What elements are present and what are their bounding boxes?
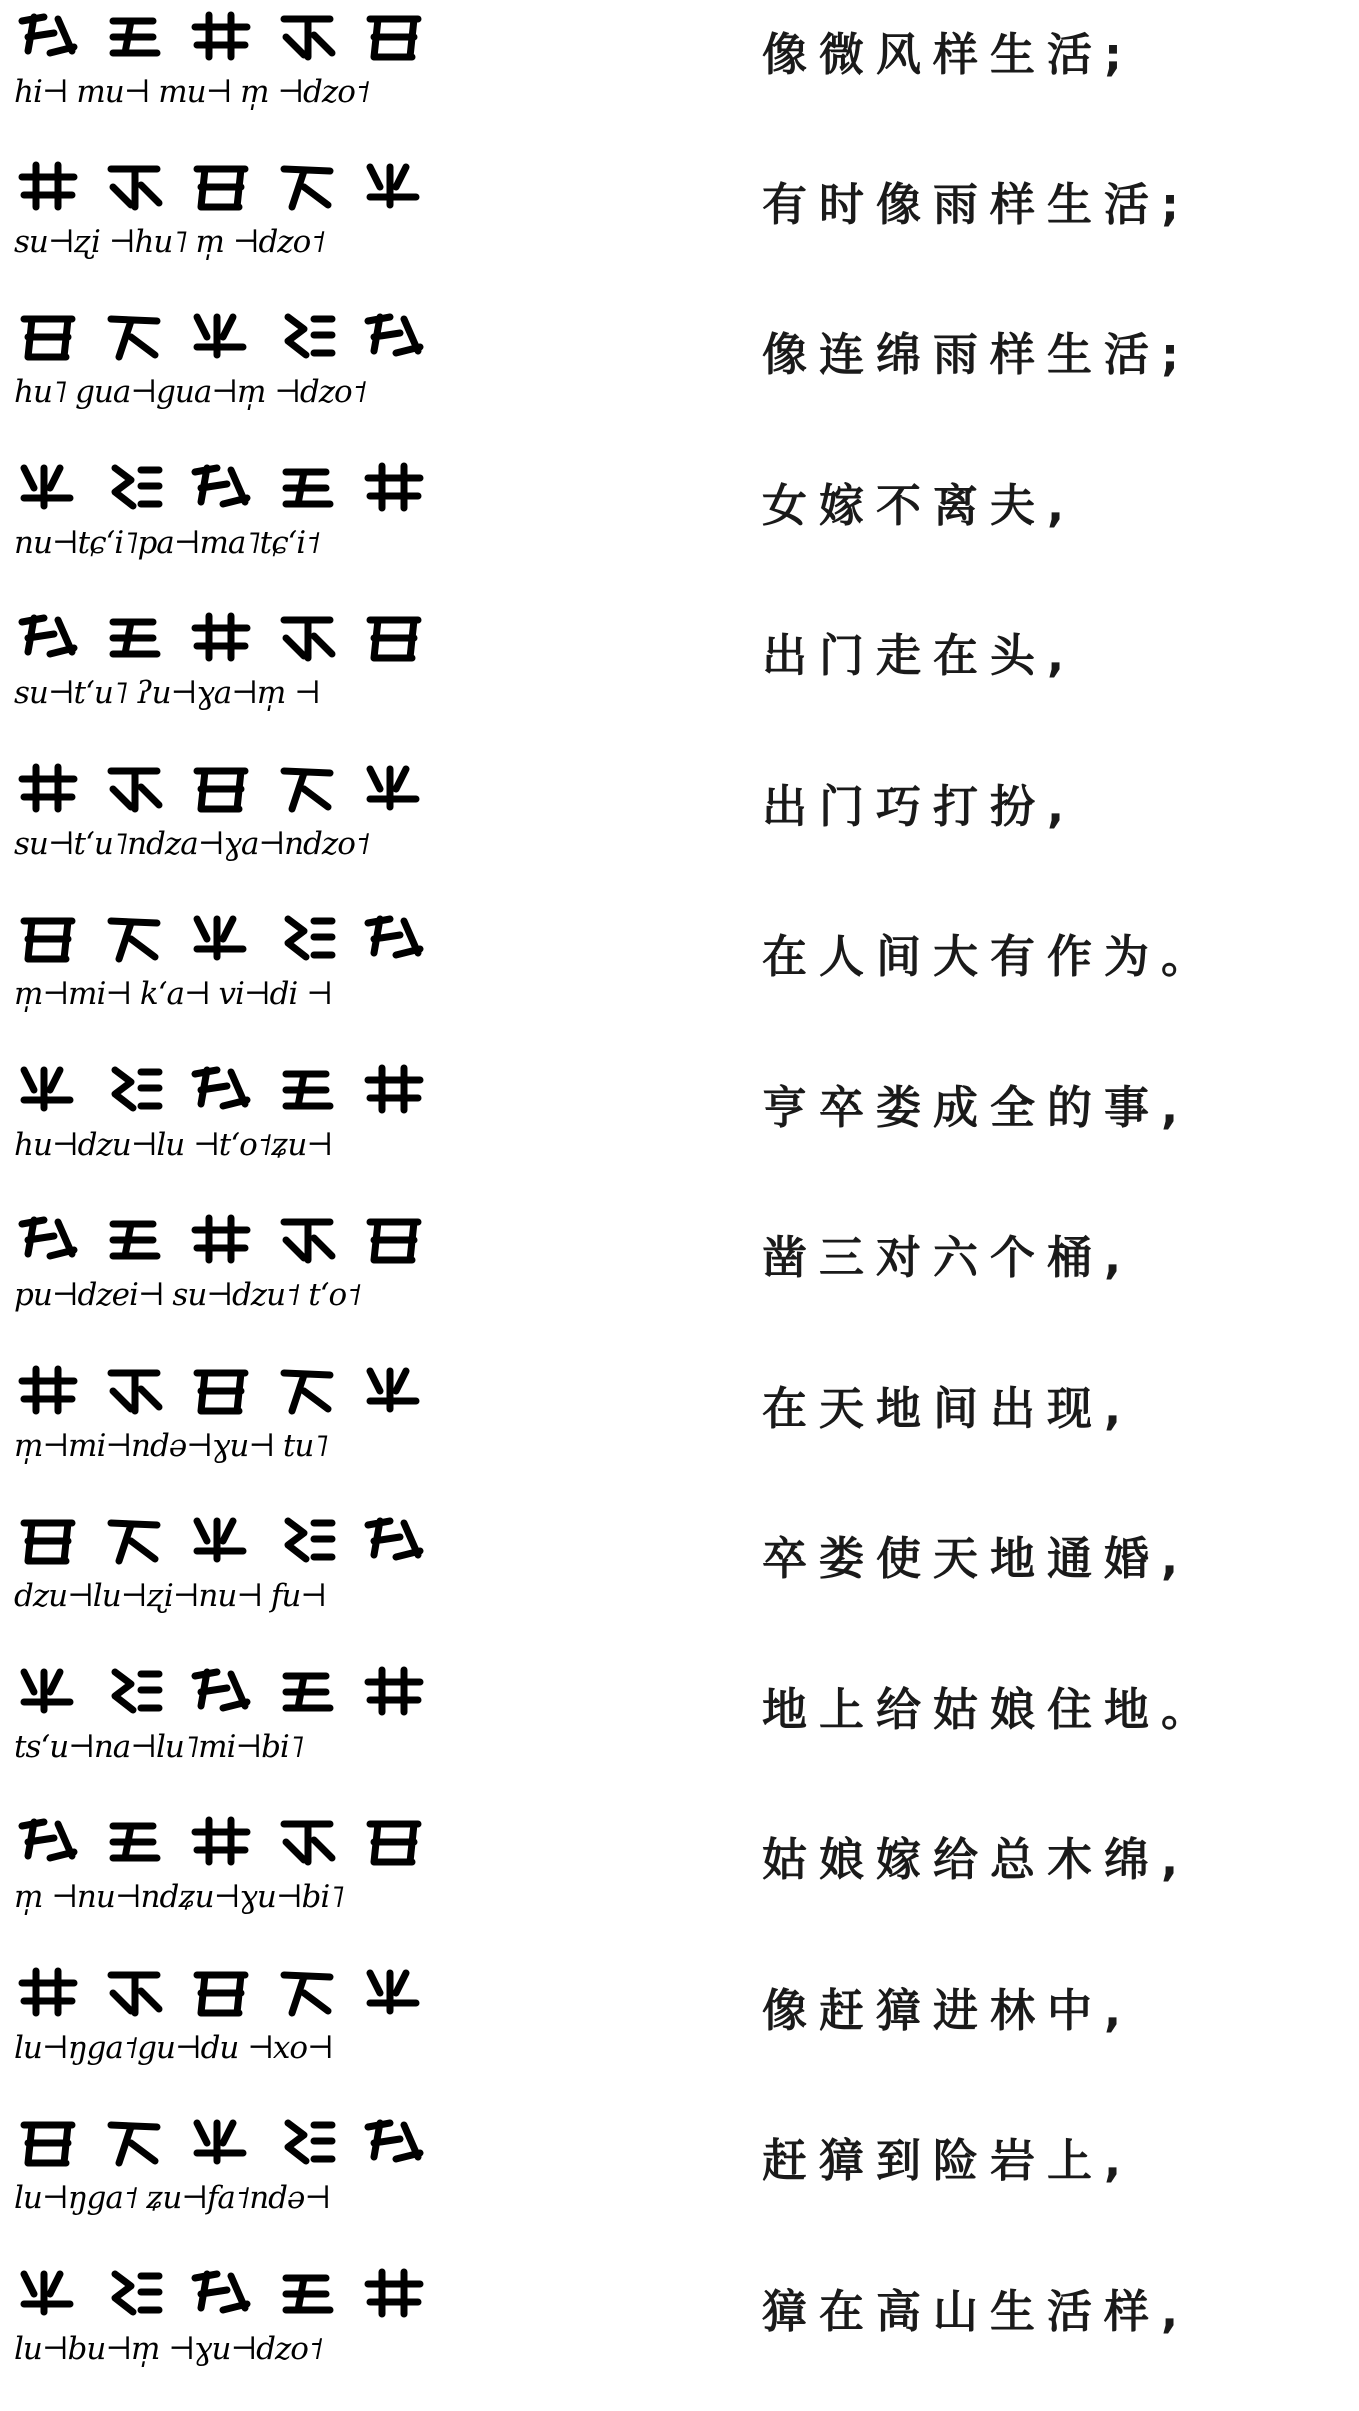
verse-row <box>0 1354 1359 1504</box>
yi-script-glyph <box>274 759 340 817</box>
yi-script-line <box>14 1053 444 1125</box>
yi-script-line <box>14 300 444 372</box>
yi-script-glyph <box>14 458 80 516</box>
yi-script-block <box>14 601 444 751</box>
chinese-translation: 姑娘嫁给总木绵, <box>762 1833 1191 1886</box>
yi-script-glyph <box>360 458 426 516</box>
verse-row <box>0 902 1359 1052</box>
romanization-line: m̩⊣mi⊣ kʻa⊣ vi⊣di ⊣ <box>14 976 332 1012</box>
yi-script-glyph <box>360 307 426 365</box>
yi-script-glyph <box>101 1210 167 1268</box>
yi-script-glyph <box>101 608 167 666</box>
yi-script-glyph <box>360 1511 426 1569</box>
verse-row <box>0 1203 1359 1353</box>
yi-script-glyph <box>187 7 253 65</box>
chinese-translation: 獐在高山生活样, <box>762 2285 1191 2338</box>
yi-script-glyph <box>274 157 340 215</box>
romanization-line: su⊣tʻu˥ ʔu⊣ɣa⊣m̩ ⊣ <box>14 675 320 711</box>
yi-script-glyph <box>14 1210 80 1268</box>
yi-script-glyph <box>274 458 340 516</box>
yi-script-glyph <box>101 458 167 516</box>
verse-row <box>0 1956 1359 2106</box>
yi-script-glyph <box>360 1361 426 1419</box>
romanization-line: tsʻu⊣na⊣lu˥mi⊣bi˥ <box>14 1729 304 1765</box>
yi-script-block <box>14 1504 444 1654</box>
yi-script-glyph <box>101 1361 167 1419</box>
yi-script-glyph <box>360 2113 426 2171</box>
yi-script-glyph <box>274 2113 340 2171</box>
yi-script-line <box>14 752 444 824</box>
yi-script-glyph <box>274 7 340 65</box>
chinese-translation: 卒娄使天地通婚, <box>762 1532 1191 1585</box>
yi-script-glyph <box>14 759 80 817</box>
yi-script-line <box>14 1354 444 1426</box>
yi-script-line <box>14 601 444 673</box>
verse-row <box>0 1053 1359 1203</box>
yi-script-glyph <box>274 1210 340 1268</box>
yi-script-block <box>14 752 444 902</box>
yi-script-glyph <box>360 1210 426 1268</box>
yi-script-glyph <box>274 1361 340 1419</box>
romanization-line: m̩ ⊣nu⊣ndʑu⊣ɣu⊣bi˥ <box>14 1879 344 1915</box>
yi-script-glyph <box>101 909 167 967</box>
romanization-line: lu⊣ŋga˦gu⊣du ⊣xo⊣ <box>14 2030 333 2066</box>
yi-script-line <box>14 150 444 222</box>
yi-script-block <box>14 0 444 150</box>
yi-script-glyph <box>360 759 426 817</box>
chinese-translation: 在人间大有作为。 <box>762 930 1219 983</box>
yi-script-glyph <box>274 1060 340 1118</box>
yi-script-glyph <box>360 1060 426 1118</box>
yi-script-line <box>14 451 444 523</box>
yi-script-glyph <box>187 1210 253 1268</box>
yi-script-block <box>14 2257 444 2407</box>
yi-script-block <box>14 150 444 300</box>
yi-script-glyph <box>187 2264 253 2322</box>
yi-script-glyph <box>14 7 80 65</box>
yi-script-glyph <box>274 1662 340 1720</box>
yi-script-line <box>14 1655 444 1727</box>
yi-script-glyph <box>14 909 80 967</box>
verse-row <box>0 2106 1359 2256</box>
yi-script-glyph <box>14 2113 80 2171</box>
yi-script-block <box>14 1655 444 1805</box>
romanization-line: m̩⊣mi⊣ndə⊣ɣu⊣ tu˥ <box>14 1428 328 1464</box>
romanization-line: hi⊣ mu⊣ mu⊣ m̩ ⊣dzo˦ <box>14 74 370 110</box>
chinese-translation: 像微风样生活; <box>762 28 1134 81</box>
yi-script-glyph <box>274 2264 340 2322</box>
verse-row <box>0 451 1359 601</box>
yi-script-glyph <box>14 1812 80 1870</box>
yi-script-glyph <box>101 7 167 65</box>
romanization-line: lu⊣bu⊣m̩ ⊣ɣu⊣dzo˦ <box>14 2331 323 2367</box>
yi-script-block <box>14 1203 444 1353</box>
yi-script-glyph <box>101 759 167 817</box>
chinese-translation: 凿三对六个桶, <box>762 1231 1134 1284</box>
yi-script-glyph <box>101 1662 167 1720</box>
yi-script-glyph <box>187 608 253 666</box>
chinese-translation: 赶獐到险岩上, <box>762 2134 1134 2187</box>
yi-script-glyph <box>14 2264 80 2322</box>
yi-script-glyph <box>187 458 253 516</box>
yi-script-glyph <box>187 2113 253 2171</box>
romanization-line: hu˥ gua⊣gua⊣m̩ ⊣dzo˦ <box>14 374 367 410</box>
yi-script-glyph <box>14 157 80 215</box>
chinese-translation: 女嫁不离夫, <box>762 479 1077 532</box>
yi-script-block <box>14 300 444 450</box>
chinese-translation: 地上给姑娘住地。 <box>762 1683 1219 1736</box>
yi-script-glyph <box>101 2113 167 2171</box>
romanization-line: su⊣ʐi ⊣hu˥ m̩ ⊣dzo˦ <box>14 224 325 260</box>
yi-script-glyph <box>187 1963 253 2021</box>
yi-script-block <box>14 902 444 1052</box>
yi-script-glyph <box>187 1812 253 1870</box>
yi-script-glyph <box>14 1662 80 1720</box>
romanization-line: nu⊣tɕʻi˥pa⊣ma˥tɕʻi˦ <box>14 525 320 561</box>
yi-script-glyph <box>360 1963 426 2021</box>
chinese-translation: 亨卒娄成全的事, <box>762 1081 1191 1134</box>
yi-script-glyph <box>360 2264 426 2322</box>
yi-script-glyph <box>360 608 426 666</box>
yi-script-block <box>14 1956 444 2106</box>
yi-script-glyph <box>274 1963 340 2021</box>
yi-script-glyph <box>274 909 340 967</box>
romanization-line: su⊣tʻu˥ndza⊣ɣa⊣ndzo˦ <box>14 826 370 862</box>
yi-script-line <box>14 1203 444 1275</box>
verse-row <box>0 752 1359 902</box>
yi-script-line <box>14 902 444 974</box>
yi-script-glyph <box>101 1812 167 1870</box>
yi-script-glyph <box>187 1662 253 1720</box>
yi-script-glyph <box>101 2264 167 2322</box>
yi-script-glyph <box>274 1511 340 1569</box>
verse-row <box>0 1655 1359 1805</box>
yi-script-glyph <box>360 1662 426 1720</box>
yi-script-glyph <box>360 7 426 65</box>
yi-script-glyph <box>14 1511 80 1569</box>
yi-script-glyph <box>274 307 340 365</box>
chinese-translation: 出门巧打扮, <box>762 780 1077 833</box>
yi-script-glyph <box>14 608 80 666</box>
chinese-translation: 像赶獐进林中, <box>762 1984 1134 2037</box>
yi-script-line <box>14 2257 444 2329</box>
chinese-translation: 在天地间出现, <box>762 1382 1134 1435</box>
yi-script-glyph <box>101 157 167 215</box>
romanization-line: pu⊣dzei⊣ su⊣dzu˦ tʻo˦ <box>14 1277 361 1313</box>
chinese-translation: 出门走在头, <box>762 629 1077 682</box>
yi-script-glyph <box>187 157 253 215</box>
verse-row <box>0 601 1359 751</box>
yi-script-glyph <box>14 1060 80 1118</box>
yi-script-glyph <box>101 307 167 365</box>
yi-script-glyph <box>187 759 253 817</box>
yi-script-glyph <box>187 307 253 365</box>
yi-script-line <box>14 1504 444 1576</box>
yi-script-line <box>14 0 444 72</box>
yi-script-glyph <box>274 1812 340 1870</box>
yi-script-glyph <box>187 1511 253 1569</box>
yi-script-line <box>14 1956 444 2028</box>
chinese-translation: 有时像雨样生活; <box>762 178 1191 231</box>
verse-row <box>0 0 1359 150</box>
verse-row <box>0 150 1359 300</box>
yi-script-glyph <box>360 1812 426 1870</box>
yi-script-block <box>14 451 444 601</box>
yi-script-glyph <box>187 1060 253 1118</box>
yi-script-glyph <box>360 157 426 215</box>
romanization-line: hu⊣dzu⊣lu ⊣tʻo˦ʑu⊣ <box>14 1127 333 1163</box>
yi-script-block <box>14 1805 444 1955</box>
romanization-line: dzu⊣lu⊣ʐi⊣nu⊣ fu⊣ <box>14 1578 326 1614</box>
yi-script-glyph <box>14 1361 80 1419</box>
yi-script-glyph <box>360 909 426 967</box>
verse-row <box>0 1805 1359 1955</box>
yi-script-glyph <box>187 1361 253 1419</box>
yi-script-glyph <box>274 608 340 666</box>
chinese-translation: 像连绵雨样生活; <box>762 328 1191 381</box>
yi-script-block <box>14 1053 444 1203</box>
yi-script-glyph <box>187 909 253 967</box>
yi-script-glyph <box>14 1963 80 2021</box>
yi-script-glyph <box>14 307 80 365</box>
yi-script-line <box>14 2106 444 2178</box>
verse-row <box>0 1504 1359 1654</box>
verse-row <box>0 300 1359 450</box>
yi-script-glyph <box>101 1963 167 2021</box>
yi-script-glyph <box>101 1060 167 1118</box>
yi-script-glyph <box>101 1511 167 1569</box>
yi-script-block <box>14 1354 444 1504</box>
yi-script-line <box>14 1805 444 1877</box>
romanization-line: lu⊣ŋga˦ ʑu⊣fa˦ndə⊣ <box>14 2180 331 2216</box>
verse-row <box>0 2257 1359 2407</box>
yi-script-block <box>14 2106 444 2256</box>
